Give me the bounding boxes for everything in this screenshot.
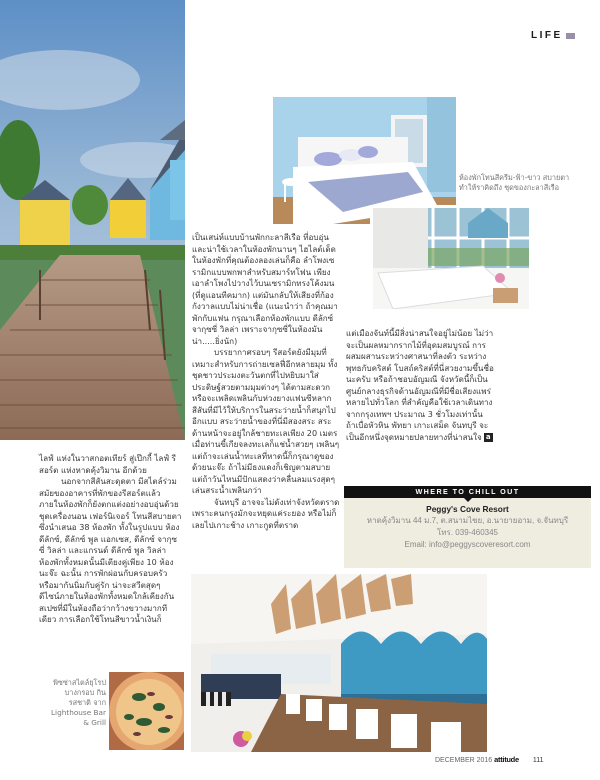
- section-label: [531, 30, 575, 41]
- section-color-bar: [566, 33, 575, 39]
- article-column-left: [39, 453, 182, 626]
- issue-date: DECEMBER 2016 attitude: [435, 755, 519, 764]
- resort-boardwalk-photo: [0, 0, 185, 440]
- paragraph: จันทบุรี อาจจะไม่ดังเท่าจังหวัดตราด เพราะคนกรุงมักจะหยุดแค่ระยอง หรือไม่ก็เลยไปเกาะช้าง เกาะกูดที่ตราด: [192, 496, 340, 530]
- section-label-text: LIFE: [531, 30, 563, 41]
- resort-name: Peggy's Cove Resort: [426, 504, 509, 514]
- resort-address: หาดคุ้งวิมาน 44 ม.7, ต.สนามไชย, อ.นายายอาม, จ.จันทบุรี: [366, 516, 569, 525]
- resort-email[interactable]: Email: info@peggyscoveresort.com: [404, 540, 531, 549]
- where-to-chill-out-box: [344, 486, 591, 568]
- resort-phone[interactable]: โทร. 039-460345: [436, 528, 499, 537]
- paragraph: นอกจากสีสันสะดุดตา มีสไตล์ร่วมสมัยของอาคารที่พักของรีสอร์ตแล้ว ภายในห้องพักก็ยังตกแต่งอย่างอบอุ่นด้วยชุดเครื่องนอน เฟอร์นิเจอร์ โทนสีสบายตา ซึ่งนำเสนอ 38 ห้องพัก ทั้งในรูปแบบ ห้องดีลักซ์, ดีลักซ์ พูล แอกเซส, ดีลักซ์ จากุซซี่ วิลล่า และแกรนด์ ดีลักซ์ พูล วิลล่า ห้องพักทั้งหมดนั้นมีเตียงคู่เพียง 10 ห้องนะจ๊ะ ฉะนั้น การพักผ่อนกับครอบครัว หรือมากันนิ่มกับคู่รัก น่าจะสวีตสุดๆ ดีไซน์ภายในห้องพักทั้งหมดใกล้เคียงกัน สเปซที่มีในห้องถือว่ากว้างขวางมากทีเดียว การเลือกใช้โทนสีขาวน้ำเงินก็: [39, 476, 182, 624]
- paragraph: บรรยากาศรอบๆ รีสอร์ตยังมีมุมที่เหมาะสำหรับการถ่ายเซลฟี่อีกหลายมุม ทั้งชุดชาวประมงตะวันตกที่ไปหยิบมาใส่ประดิษฐ์สวยตามมุมต่างๆ ได้ตามสะดวก หรือจะเพลิดเพลินกับห่วงยางแฟนซีหลากสีสันที่มีไว้ให้บริการในสระว่ายน้ำก็สนุกไปอีกแบบ สระว่ายน้ำของที่นี่มีสองสระ สระด้านหน้าจะอยู่ใกล้ชายทะเลเพียง 20 เมตร เมื่อท่านขี้เกียจลงทะเลก็แช่น้ำสวยๆ เพลินๆ แต่ถ้าจะเล่นน้ำทะเลที่หาดนี้ก็กรุณาดูของด้วยนะจ๊ะ ถ้าไม่มีธงแดงก็เชิญตามสบาย แต่ถ้าวันไหนมีปักแสดงว่าคลื่นลมแรงสุดๆ เล่นสระน้ำเพลินกว่า: [192, 347, 340, 495]
- page-footer: [435, 755, 543, 764]
- page-number: 111: [532, 757, 544, 764]
- pizza-caption: พิซซ่าสไตล์ยุโรป บางกรอบ กินรสชาติ จาก Lighthouse Bar & Grill: [50, 678, 106, 727]
- pizza-photo: [109, 672, 184, 750]
- paragraph: เป็นเสน่ห์แบบบ้านพักกะลาสีเรือ ที่อบอุ่นและน่าใช้เวลาในห้องพักนานๆ ไฮไลต์เด็ดในห้องพักที่คุณต้องลองเล่นก็คือ ลำโพงเซรามิกแบบพกพาสำหรับสมาร์ทโฟน เพียงเอาลำโพงไปวางไว้บนเซรามิกทรงโค้งมน (ที่ดูแอนทีคมาก) แต่มันกลับให้เสียงที่ก้องกังวาลแบบไม่น่าเชื่อ (แนะนำว่า ถ้าคุณมาพักกับแฟน กรุณาเลือกห้องพักแบบ ดีลักซ์ จากุซซี่ วิลล่า เพราะจากุซซี่ในห้องมันน่า.....ยิ่งนัก): [192, 232, 338, 346]
- end-of-article-icon: a: [484, 433, 493, 442]
- paragraph: [346, 328, 494, 443]
- restaurant-interior-photo: [191, 574, 487, 752]
- magazine-name: attitude: [494, 755, 519, 764]
- article-column-middle: [192, 232, 342, 531]
- paragraph-text: แต่เมืองจันท์นี้มีสิ่งน่าสนใจอยู่ไม่น้อย ไม่ว่าจะเป็นผลหมากรากไม้ที่อุดมสมบูรณ์ การผสมผสานระหว่างศาสนาที่ลงตัว ระหว่างพุทธกับคริสต์ โบสถ์คริสต์ที่นี่สวยงามขึ้นชื่อนะครับ หรือถ้าชอบอัญมณี จังหวัดนี้ก็เป็นศูนย์กลางธุรกิจด้านอัญมณีที่มีชื่อเสียงแพร่หลายไปทั่วโลก ที่สำคัญคือใช้เวลาเดินทางจากกรุงเทพฯ ประมาณ 3 ชั่วโมงเท่านั้น ถ้าเบื่อหัวหิน พัทยา เกาะเสม็ด จันทบุรี จะเป็นอีกหนึ่งจุดหมายปลายทางที่น่าสนใจ: [346, 328, 494, 442]
- bathroom-jacuzzi-photo: [370, 205, 532, 312]
- article-column-right: [346, 328, 494, 443]
- infobox-title: WHERE TO CHILL OUT: [344, 486, 591, 498]
- bedroom-caption: ห้องพักโทนสีครีม-ฟ้า-ขาว สบายตา ทำให้ราคิดถึง ชุดของกะลาสีเรือ: [459, 173, 570, 192]
- paragraph: ไลฟ์ แห่งในวาสกอตเทียร์ สู่เป๊กกี้ ไลฟ์ รีสอร์ต แห่งหาดคุ้งวิมาน อีกด้วย: [39, 453, 177, 475]
